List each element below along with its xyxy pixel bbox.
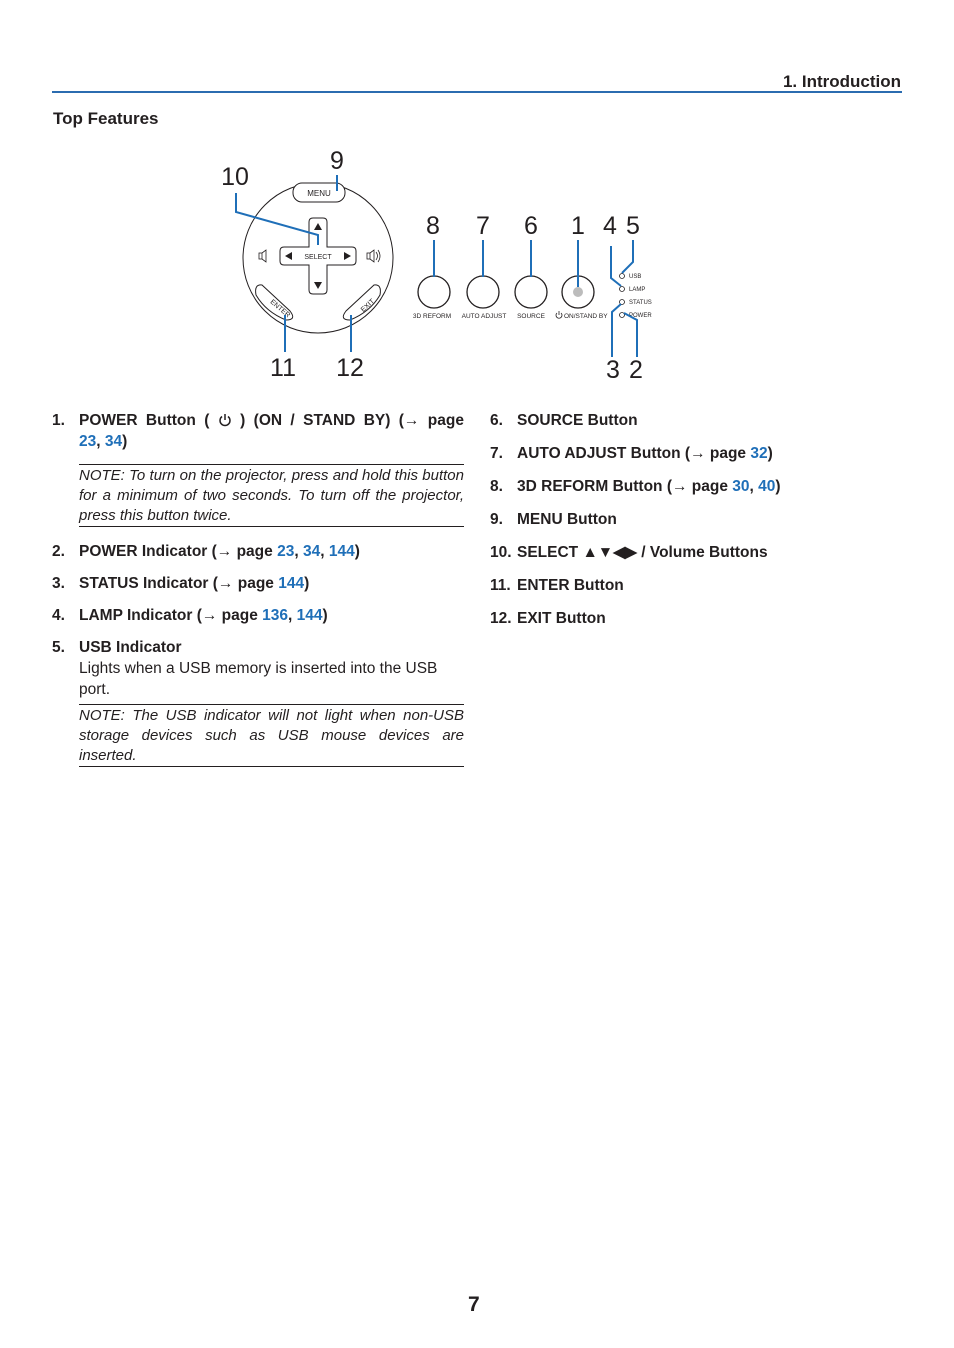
- source-button: [515, 276, 547, 308]
- list-item-4: [52, 605, 464, 626]
- item-heading: SOURCE Button: [517, 412, 638, 429]
- item-heading: LAMP Indicator (→ page 136, 144): [79, 607, 328, 624]
- item-number: 10.: [490, 544, 512, 561]
- item-heading-cont: 23, 34): [79, 433, 128, 450]
- 3d-reform-label: 3D REFORM: [412, 313, 452, 320]
- list-item-2: [52, 541, 464, 562]
- callout-line-2: [624, 313, 637, 357]
- page-link[interactable]: 32: [750, 445, 768, 462]
- usb-indicator-label: USB: [629, 274, 642, 280]
- on-stand-by-label: ON/STAND BY: [564, 313, 608, 320]
- page-link[interactable]: 144: [278, 575, 305, 592]
- list-item-7: [490, 443, 910, 464]
- power-indicator-label: POWER: [629, 313, 652, 319]
- volume-down-icon: [259, 250, 266, 262]
- chapter-title: 1. Introduction: [782, 72, 901, 91]
- item-heading: STATUS Indicator (→ page 144): [79, 575, 310, 592]
- item-heading: EXIT Button: [517, 610, 606, 627]
- item-heading: POWER Indicator (→ page 23, 34, 144): [79, 543, 360, 560]
- small-power-icon: [556, 311, 562, 318]
- callout-line-5: [622, 240, 633, 273]
- list-item-10: [490, 542, 910, 563]
- usb-indicator: [620, 274, 625, 279]
- callout-4: 4: [603, 212, 617, 240]
- item-heading: MENU Button: [517, 511, 617, 528]
- page-link[interactable]: 136: [262, 607, 289, 624]
- auto-adjust-button: [467, 276, 499, 308]
- power-icon: [218, 413, 232, 427]
- callout-12: 12: [336, 354, 364, 382]
- list-item-5: [52, 637, 464, 767]
- note-text: NOTE: The USB indicator will not light when non-USB storage devices such as USB mouse devices are inserted.: [79, 704, 464, 767]
- item-number: 3.: [52, 575, 65, 592]
- callout-1: 1: [571, 212, 585, 240]
- top-features-diagram: [0, 0, 954, 400]
- item-number: 9.: [490, 511, 503, 528]
- item-heading: SELECT ▲▼◀▶ / Volume Buttons: [517, 544, 768, 561]
- note-text: NOTE: To turn on the projector, press and hold this button for a minimum of two seconds. To turn off the projector, press this button twice.: [79, 464, 464, 527]
- item-heading: AUTO ADJUST Button (→ page 32): [517, 445, 773, 462]
- item-number: 4.: [52, 607, 65, 624]
- callout-9: 9: [330, 147, 344, 175]
- status-indicator-label: STATUS: [629, 300, 652, 306]
- item-number: 11.: [490, 577, 511, 594]
- select-label: SELECT: [304, 254, 332, 261]
- page-link[interactable]: 23: [79, 433, 97, 450]
- item-number: 6.: [490, 412, 503, 429]
- item-heading: ENTER Button: [517, 577, 624, 594]
- callout-3: 3: [606, 356, 620, 384]
- list-item-3: [52, 573, 464, 594]
- lamp-indicator-label: LAMP: [629, 287, 646, 293]
- enter-label: ENTER: [268, 298, 292, 320]
- section-title: Top Features: [53, 109, 159, 128]
- item-number: 7.: [490, 445, 503, 462]
- item-number: 8.: [490, 478, 503, 495]
- page-link[interactable]: 34: [104, 433, 123, 450]
- callout-8: 8: [426, 212, 440, 240]
- page-link[interactable]: 30: [732, 478, 750, 495]
- feature-list-left: [52, 410, 464, 781]
- callout-5: 5: [626, 212, 640, 240]
- exit-label: EXIT: [359, 298, 377, 314]
- list-item-1: [52, 410, 464, 527]
- callout-6: 6: [524, 212, 538, 240]
- callout-7: 7: [476, 212, 490, 240]
- page-link[interactable]: 40: [758, 478, 776, 495]
- callout-2: 2: [629, 356, 643, 384]
- list-item-11: [490, 575, 910, 596]
- source-label: SOURCE: [517, 313, 545, 320]
- callout-11: 11: [270, 354, 296, 382]
- lamp-indicator: [620, 287, 625, 292]
- callout-line-4: [611, 246, 621, 286]
- power-indicator: [620, 313, 625, 318]
- item-number: 2.: [52, 543, 65, 560]
- item-number: 12.: [490, 610, 512, 627]
- item-heading: 3D REFORM Button (→ page 30, 40): [517, 478, 781, 495]
- page-link[interactable]: 144: [328, 543, 355, 560]
- item-number: 5.: [52, 639, 65, 656]
- list-item-8: [490, 476, 910, 497]
- page-number: 7: [468, 1293, 480, 1316]
- menu-label: MENU: [307, 189, 331, 198]
- page-link[interactable]: 34: [302, 543, 321, 560]
- list-item-6: [490, 410, 910, 431]
- callout-line-3: [612, 304, 621, 357]
- page-link[interactable]: 23: [277, 543, 295, 560]
- item-description: Lights when a USB memory is inserted into the USB port.: [79, 660, 438, 698]
- callout-10: 10: [221, 163, 249, 191]
- 3d-reform-button: [418, 276, 450, 308]
- item-number: 1.: [52, 412, 65, 429]
- feature-list-right: [490, 410, 910, 641]
- auto-adjust-label: AUTO ADJUST: [461, 313, 507, 320]
- item-heading: USB Indicator: [79, 639, 182, 656]
- power-button-center: [573, 287, 583, 297]
- page-link[interactable]: 144: [296, 607, 323, 624]
- list-item-9: [490, 509, 910, 530]
- volume-up-icon: [367, 250, 380, 262]
- list-item-12: [490, 608, 910, 629]
- item-heading: POWER Button ( ) (ON / STAND BY) (→ page: [79, 412, 464, 429]
